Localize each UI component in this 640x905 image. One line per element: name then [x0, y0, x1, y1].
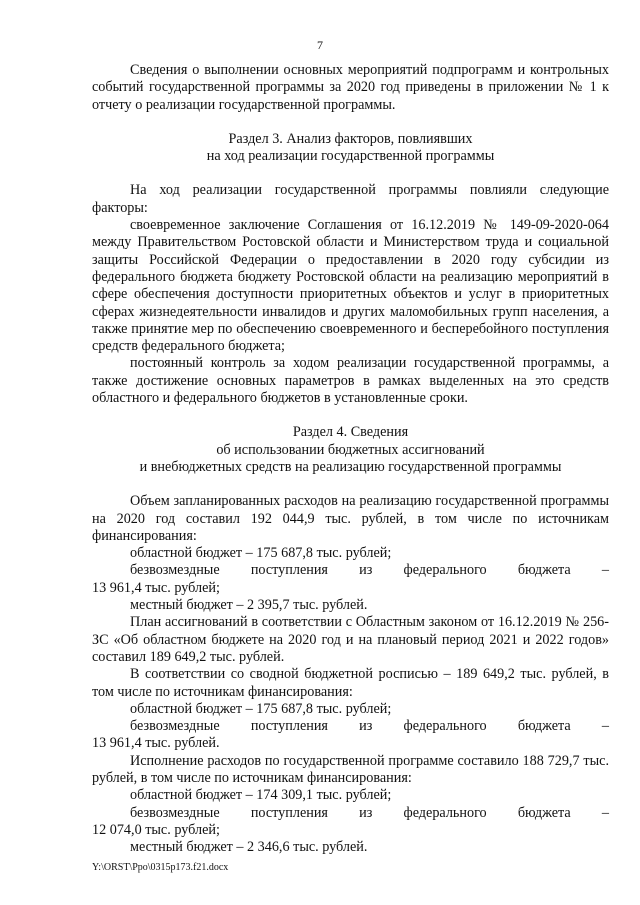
section4-paragraph: План ассигнований в соответствии с Областным законом от 16.12.2019 № 256-ЗС «Об областном бюджете на 2020 год и на плановый период 2021 и 2022 годов» составил 189 649,2 тыс. рублей.: [92, 614, 609, 665]
section4-paragraph: местный бюджет – 2 346,6 тыс. рублей.: [130, 839, 368, 856]
page-number: 7: [317, 38, 323, 52]
section4-p3-line2: 13 961,4 тыс. рублей;: [92, 579, 220, 596]
section4-p11-line2: 12 074,0 тыс. рублей;: [92, 821, 220, 838]
section4-paragraph: [92, 805, 609, 822]
section3-title-line1: Раздел 3. Анализ факторов, повлиявших: [228, 130, 473, 147]
section4-paragraph: [92, 718, 609, 735]
section4-paragraph: Объем запланированных расходов на реализацию государственной программы на 2020 год составил 192 044,9 тыс. рублей, в том числе по источникам финансирования:: [92, 493, 609, 544]
section4-paragraph: областной бюджет – 175 687,8 тыс. рублей;: [130, 700, 392, 717]
section4-paragraph: областной бюджет – 174 309,1 тыс. рублей;: [130, 787, 392, 804]
section3-title-line2: на ход реализации государственной программы: [206, 148, 495, 165]
section4-paragraph: Исполнение расходов по государственной программе составило 188 729,7 тыс. рублей, в том числе по источникам финансирования:: [92, 752, 609, 786]
section4-paragraph: областной бюджет – 175 687,8 тыс. рублей;: [130, 545, 392, 562]
intro-line1: Сведения о выполнении основных мероприятий подпрограмм: [130, 62, 513, 78]
section4-title-line3: и внебюджетных средств на реализацию государственной программы: [139, 458, 562, 475]
intro-rest: и контрольных событий государственной программы за 2020 год приведены в приложении № 1 к отчету о реализации государственной программы.: [92, 62, 610, 113]
section3-paragraph: постоянный контроль за ходом реализации государственной программы, а также достижение основных параметров в рамках выделенных на это средств областного и федерального бюджетов в установленные сроки.: [92, 355, 609, 407]
section4-paragraph: В соответствии со сводной бюджетной росписью – 189 649,2 тыс. рублей, в том числе по источникам финансирования:: [92, 666, 609, 700]
section4-p8-line1: безвозмездные поступления из федерального бюджета –: [130, 718, 609, 735]
section4-p3-line1: безвозмездные поступления из федерального бюджета –: [130, 562, 609, 579]
intro-paragraph: [92, 62, 609, 114]
section4-p8-line2: 13 961,4 тыс. рублей.: [92, 735, 220, 752]
section4-paragraph: [92, 562, 609, 579]
section3-paragraph: На ход реализации государственной программы повлияли следующие факторы:: [92, 182, 609, 216]
section3-paragraph: своевременное заключение Соглашения от 16.12.2019 № 149-09-2020-064 между Правительством Ростовской области и Министерством труда и социальной защиты Российской Федерации о предоставлении в 2020 году субсидии из федерального бюджета бюджету Ростовской области на реализацию мероприятий в сфере обеспечения доступности приоритетных объектов и услуг в приоритетных сферах жизнедеятельности инвалидов и других маломобильных групп населения, а также принятие мер по обеспечению своевременного и бесперебойного поступления средств федерального бюджета;: [92, 217, 609, 355]
file-path-footer: Y:\ORST\Ppo\0315p173.f21.docx: [92, 862, 229, 873]
section4-title-line2: об использовании бюджетных ассигнований: [216, 441, 485, 458]
section4-p11-line1: безвозмездные поступления из федерального бюджета –: [130, 804, 609, 821]
section4-paragraph: местный бюджет – 2 395,7 тыс. рублей.: [130, 597, 368, 614]
section4-title-line1: Раздел 4. Сведения: [292, 424, 409, 441]
document-body: [92, 62, 609, 856]
